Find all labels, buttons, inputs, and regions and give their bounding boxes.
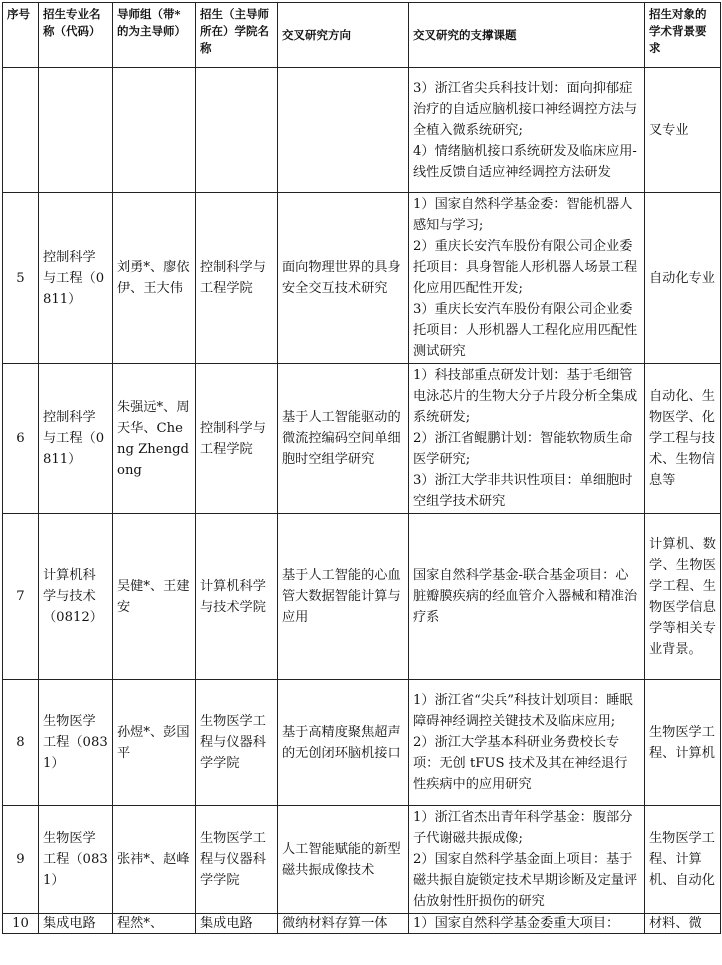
background-cell: 生物医学工程、计算机 <box>645 680 721 806</box>
table-row <box>3 680 721 806</box>
seq-cell: 9 <box>3 806 39 914</box>
direction-cell: 微纳材料存算一体 <box>278 914 409 934</box>
seq-cell: 8 <box>3 680 39 806</box>
topic-item: 2）国家自然科学基金面上项目：基于磁共振自旋锁定技术早期诊断及定量评估放射性肝损伤的研究 <box>413 852 638 909</box>
topic-item: 1）科技部重点研发计划：基于毛细管电泳芯片的生物大分子片段分析全集成系统研发; <box>413 368 638 425</box>
topic-item: 1）国家自然科学基金委：智能机器人感知与学习; <box>413 197 633 233</box>
table-row <box>3 514 721 680</box>
supervisors-cell: 刘勇*、廖依伊、王大伟 <box>113 193 196 364</box>
college-cell: 生物医学工程与仪器科学学院 <box>196 806 278 914</box>
supervisors-cell: 张祎*、赵峰 <box>113 806 196 914</box>
college-cell: 计算机科学与技术学院 <box>196 514 278 680</box>
header-direction: 交叉研究方向 <box>278 3 409 68</box>
major-cell: 计算机科学与技术（0812） <box>39 514 113 680</box>
direction-cell: 基于人工智能的心血管大数据智能计算与应用 <box>278 514 409 680</box>
table-row <box>3 193 721 364</box>
topic-item: 3）重庆长安汽车股份有限公司企业委托项目：人形机器人工程化应用匹配性测试研究 <box>413 302 638 359</box>
seq-cell: 5 <box>3 193 39 364</box>
topic-item: 1）浙江省“尖兵”科技计划项目：睡眠障碍神经调控关键技术及临床应用; <box>413 693 633 729</box>
topics-cell <box>409 680 645 806</box>
background-cell: 自动化、生物医学、化学工程与技术、生物信息等 <box>645 364 721 514</box>
supervisors-cell: 朱强远*、周天华、Cheng Zhengdong <box>113 364 196 514</box>
table-row <box>3 914 721 934</box>
topic-item: 2）浙江大学基本科研业务费校长专项：无创 tFUS 技术及其在神经退行性疾病中的应用研究 <box>413 735 628 792</box>
background-cell: 生物医学工程、计算机、自动化 <box>645 806 721 914</box>
header-supervisors: 导师组（带*的为主导师） <box>113 3 196 68</box>
header-background: 招生对象的学术背景要求 <box>645 3 721 68</box>
supervisors-cell: 程然*、 <box>113 914 196 934</box>
college-cell: 控制科学与工程学院 <box>196 364 278 514</box>
supervisors-cell: 吴健*、王建安 <box>113 514 196 680</box>
topics-cell <box>409 514 645 680</box>
topic-item: 4）情绪脑机接口系统研发及临床应用-线性反馈自适应神经调控方法研发 <box>413 143 637 180</box>
college-cell: 控制科学与工程学院 <box>196 193 278 364</box>
college-cell: 生物医学工程与仪器科学学院 <box>196 680 278 806</box>
topic-item: 1）国家自然科学基金委重大项目： <box>413 916 620 931</box>
seq-cell <box>3 68 39 193</box>
direction-cell: 基于人工智能驱动的微流控编码空间单细胞时空组学研究 <box>278 364 409 514</box>
header-major: 招生专业名称（代码） <box>39 3 113 68</box>
direction-cell <box>278 68 409 193</box>
seq-cell: 6 <box>3 364 39 514</box>
background-cell: 叉专业 <box>645 68 721 193</box>
header-college: 招生（主导师所在）学院名称 <box>196 3 278 68</box>
enrollment-table <box>2 2 721 934</box>
topic-item: 3）浙江省尖兵科技计划：面向抑郁症治疗的自适应脑机接口神经调控方法与全植入微系统研究; <box>413 80 638 138</box>
seq-cell: 7 <box>3 514 39 680</box>
topic-item: 2）重庆长安汽车股份有限公司企业委托项目：具身智能人形机器人场景工程化应用匹配性开发; <box>413 239 638 296</box>
seq-cell: 10 <box>3 914 39 934</box>
header-row <box>3 3 721 68</box>
header-topics: 交叉研究的支撑课题 <box>409 3 645 68</box>
topics-cell <box>409 193 645 364</box>
background-cell: 自动化专业 <box>645 193 721 364</box>
major-cell: 集成电路 <box>39 914 113 934</box>
topic-item: 3）浙江大学非共识性项目：单细胞时空组学技术研究 <box>413 473 633 509</box>
background-cell: 材料、微 <box>645 914 721 934</box>
major-cell: 控制科学与工程（0811） <box>39 193 113 364</box>
table-row <box>3 806 721 914</box>
major-cell <box>39 68 113 193</box>
table-row <box>3 68 721 193</box>
topics-cell <box>409 914 645 934</box>
major-cell: 生物医学工程（0831） <box>39 806 113 914</box>
header-seq: 序号 <box>3 3 39 68</box>
major-cell: 控制科学与工程（0811） <box>39 364 113 514</box>
topics-cell <box>409 806 645 914</box>
supervisors-cell <box>113 68 196 193</box>
direction-cell: 面向物理世界的具身安全交互技术研究 <box>278 193 409 364</box>
supervisors-cell: 孙煜*、彭国平 <box>113 680 196 806</box>
college-cell: 集成电路 <box>196 914 278 934</box>
background-cell: 计算机、数学、生物医学工程、生物医学信息学等相关专业背景。 <box>645 514 721 680</box>
topics-cell <box>409 68 645 193</box>
topic-item: 国家自然科学基金-联合基金项目：心脏瓣膜疾病的经血管介入器械和精准治疗系 <box>413 568 638 625</box>
major-cell: 生物医学工程（0831） <box>39 680 113 806</box>
direction-cell: 人工智能赋能的新型磁共振成像技术 <box>278 806 409 914</box>
direction-cell: 基于高精度聚焦超声的无创闭环脑机接口 <box>278 680 409 806</box>
table-row <box>3 364 721 514</box>
topic-item: 2）浙江省鲲鹏计划：智能软物质生命医学研究; <box>413 431 633 467</box>
college-cell <box>196 68 278 193</box>
topics-cell <box>409 364 645 514</box>
topic-item: 1）浙江省杰出青年科学基金：腹部分子代谢磁共振成像; <box>413 810 633 846</box>
